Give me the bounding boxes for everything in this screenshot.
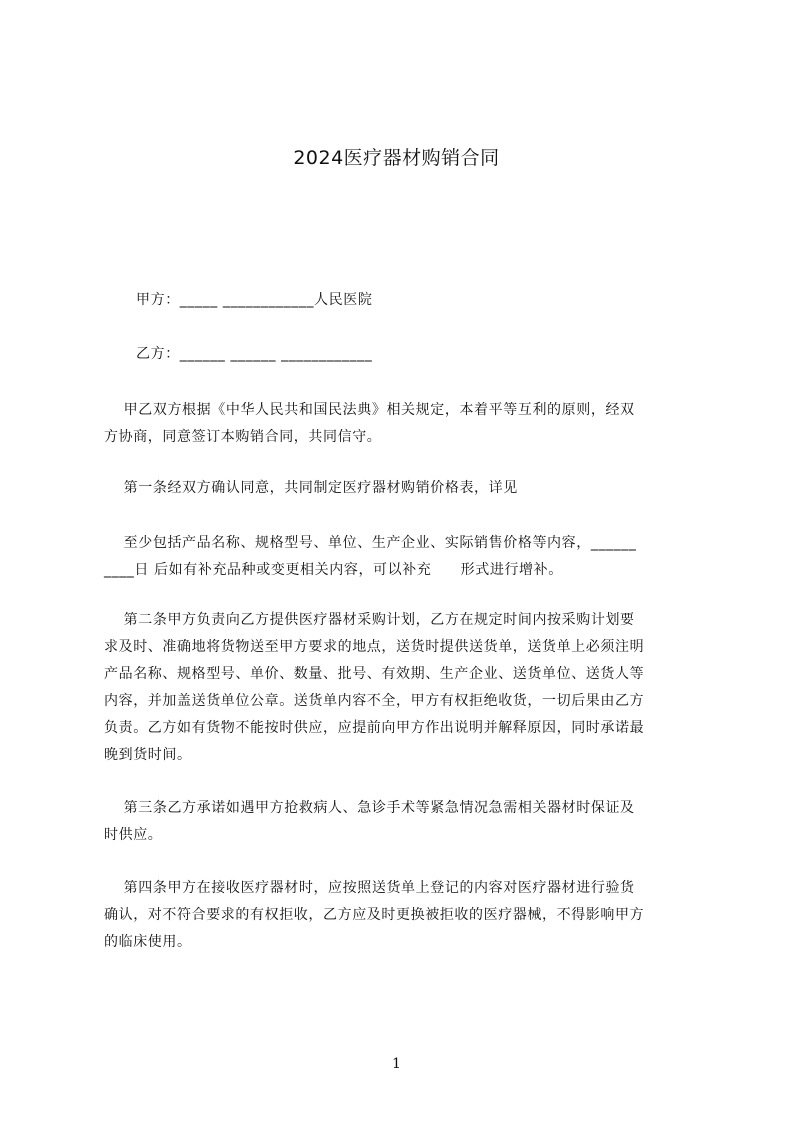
article-4-line: 的临床使用。 (104, 934, 192, 950)
page-number: 1 (392, 1056, 401, 1072)
article-4-line: 第四条甲方在接收医疗器材时，应按照送货单上登记的内容对医疗器材进行验货 (104, 880, 635, 896)
intro-line: 方协商，同意签订本购销合同，共同信守。 (104, 429, 382, 445)
article-2-line: 求及时、准确地将货物送至甲方要求的地点，送货时提供送货单，送货单上必须注明 (104, 639, 645, 655)
article-2-line: 负责。乙方如有货物不能按时供应，应提前向甲方作出说明并解释原因，同时承诺最 (104, 720, 645, 736)
article-2-line: 晚到货时间。 (104, 747, 192, 763)
article-2-line: 产品名称、规格型号、单价、数量、批号、有效期、生产企业、送货单位、送货人等 (104, 666, 645, 682)
party-a-line: 甲方：_____ ____________人民医院 (136, 292, 373, 308)
article-1-line: 第一条经双方确认同意，共同制定医疗器材购销价格表，详见 (104, 480, 518, 496)
article-1-cont-line: 至少包括产品名称、规格型号、单位、生产企业、实际销售价格等内容，______ (104, 535, 637, 551)
article-1-cont-line: ____日 后如有补充品种或变更相关内容，可以补充 形式进行增补。 (104, 562, 563, 578)
party-b-line: 乙方：______ ______ ____________ (136, 346, 373, 362)
article-3-line: 时供应。 (104, 827, 163, 843)
article-3-line: 第三条乙方承诺如遇甲方抢救病人、急诊手术等紧急情况急需相关器材时保证及 (104, 800, 635, 816)
article-2-line: 内容，并加盖送货单位公章。送货单内容不全，甲方有权拒绝收货，一切后果由乙方 (104, 693, 645, 709)
document-title: 2024医疗器材购销合同 (293, 147, 500, 169)
article-2-line: 第二条甲方负责向乙方提供医疗器材采购计划，乙方在规定时间内按采购计划要 (104, 612, 635, 628)
article-4-line: 确认，对不符合要求的有权拒收，乙方应及时更换被拒收的医疗器械，不得影响甲方 (104, 907, 645, 923)
intro-line: 甲乙双方根据《中华人民共和国民法典》相关规定，本着平等互利的原则，经双 (104, 402, 635, 418)
